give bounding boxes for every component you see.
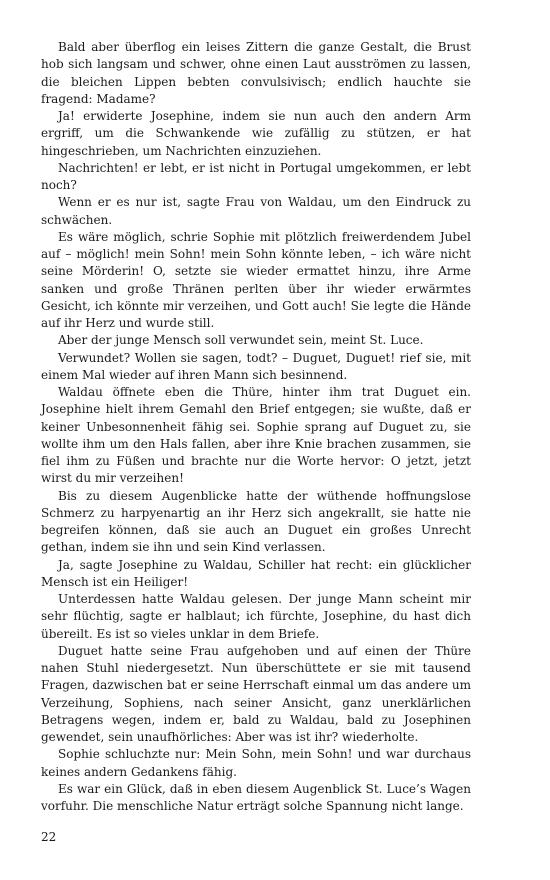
paragraph: Es war ein Glück, daß in eben diesem Augenblick St. Luce’s Wagen vorfuhr. Die menschliche Natur erträgt solche Spannung nicht lange.: [41, 781, 471, 813]
paragraph: Bis zu diesem Augenblicke hatte der wüthende hoffnungslose Schmerz zu harpyenartig an ihr Herz sich angekrallt, sie hatte nie begreifen können, daß sie auch an Duguet ein großes Unrecht gethan, indem sie ihn und sein Kind verlassen.: [41, 488, 471, 555]
paragraph: Nachrichten! er lebt, er ist nicht in Portugal umgekommen, er lebt noch?: [41, 160, 471, 192]
paragraph: Unterdessen hatte Waldau gelesen. Der junge Mann scheint mir sehr flüchtig, sagte er halblaut; ich fürchte, Josephine, du hast dich übereilt. Es ist so vieles unklar in dem Briefe.: [41, 592, 471, 641]
paragraph: Ja, sagte Josephine zu Waldau, Schiller hat recht: ein glücklicher Mensch ist ein Heiliger!: [41, 557, 471, 589]
paragraph: Bald aber überflog ein leises Zittern die ganze Gestalt, die Brust hob sich langsam und schwer, ohne einen Laut ausströmen zu lassen, die bleichen Lippen bebten convulsivisch; endlich hauchte sie fragend: Madame?: [41, 40, 471, 106]
paragraph: Es wäre möglich, schrie Sophie mit plötzlich freiwerdendem Jubel auf – möglich! mein Sohn! mein Sohn könnte leben, – ich wäre nicht seine Mörderin! O, setzte sie wieder ermattet hinzu, ihre Arme sanken und große Thränen perlten über ihr wieder erwärmtes Gesicht, ich könnte mir verzeihen, und Gott auch! Sie legte die Hände auf ihr Herz und wurde still.: [41, 229, 471, 330]
paragraph: Waldau öffnete eben die Thüre, hinter ihm trat Duguet ein. Josephine hielt ihrem Gemahl den Brief entgegen; sie wußte, daß er keiner Unbesonnenheit fähig sei. Sophie sprang auf Duguet zu, sie wollte ihm um den Hals fallen, aber ihre Knie brachen zusammen, sie fiel ihm zu Füßen und brachte nur die Worte hervor: O jetzt, jetzt wirst du mir verzeihen!: [41, 385, 471, 486]
paragraph: Wenn er es nur ist, sagte Frau von Waldau, um den Eindruck zu schwächen.: [41, 195, 471, 227]
paragraph: Aber der junge Mensch soll verwundet sein, meint St. Luce.: [58, 333, 424, 348]
paragraph: Ja! erwiderte Josephine, indem sie nun auch den andern Arm ergriff, um die Schwankende wie zufällig zu stützen, er hat hingeschrieben, um Nachrichten einzuziehen.: [41, 109, 471, 158]
body-text: [41, 39, 471, 815]
paragraph: Sophie schluchzte nur: Mein Sohn, mein Sohn! und war durchaus keines andern Gedankens fähig.: [41, 747, 471, 779]
paragraph: Verwundet? Wollen sie sagen, todt? – Duguet, Duguet! rief sie, mit einem Mal wieder auf ihren Mann sich besinnend.: [41, 350, 471, 382]
paragraph: Duguet hatte seine Frau aufgehoben und auf einen der Thüre nahen Stuhl niedergesetzt. Nun überschüttete er sie mit tausend Fragen, dazwischen bat er seine Herrschaft einmal um das andere um Verzeihung, Sophiens, nach seiner Ansicht, ganz unerklärlichen Betragens wegen, indem er, bald zu Waldau, bald zu Josephinen gewendet, sein unaufhörliches: Aber was ist ihr? wiederholte.: [41, 643, 471, 744]
page-number: 22: [41, 830, 57, 844]
